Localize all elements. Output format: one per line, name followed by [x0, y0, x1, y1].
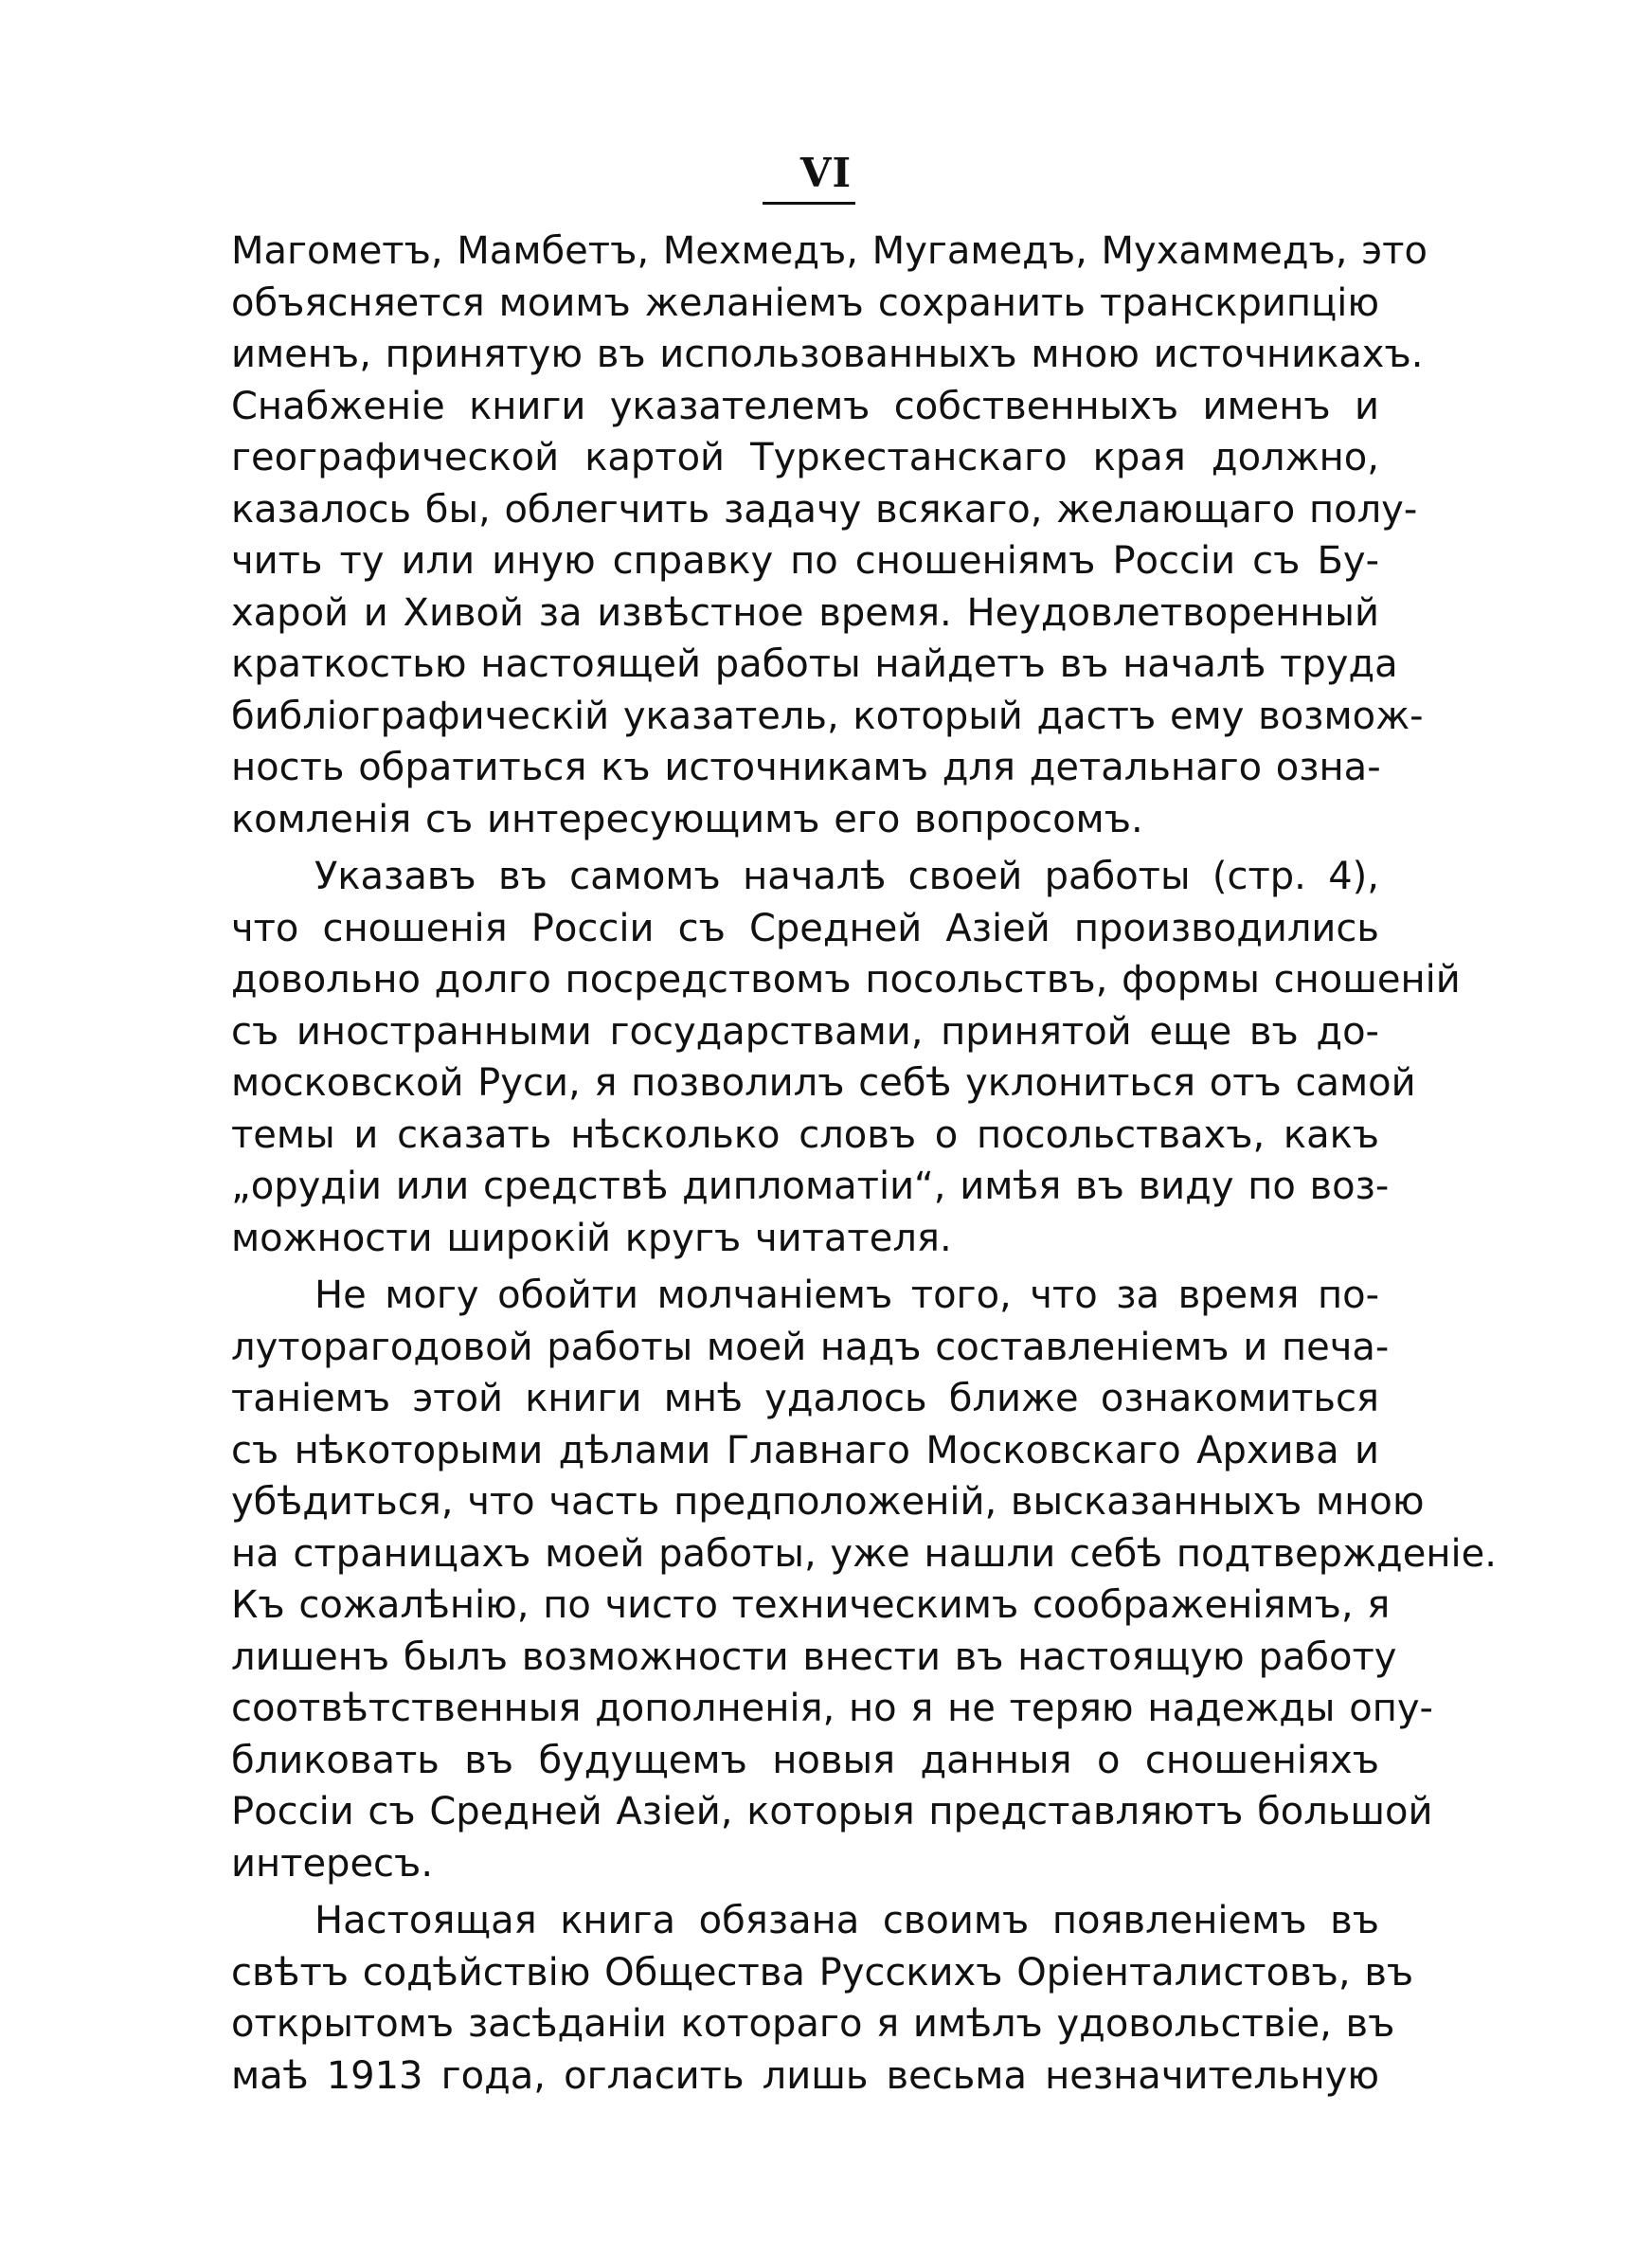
paragraph-1: [231, 226, 1428, 845]
text-line: лишенъ былъ возможности внести въ настоящую работу: [231, 1634, 1397, 1679]
text-line: Снабженiе книги указателемъ собственныхъ именъ и: [231, 384, 1379, 428]
text-line: чить ту или иную справку по сношенiямъ Россiи съ Бу-: [231, 539, 1379, 583]
text-line: маѣ 1913 года, огласить лишь весьма незначительную: [231, 2053, 1379, 2098]
text-line: краткостью настоящей работы найдетъ въ началѣ труда: [231, 642, 1398, 686]
text-line: бликовать въ будущемъ новыя данныя о сношенiяхъ: [231, 1738, 1379, 1782]
text-line: можности широкiй кругъ читателя.: [231, 1216, 952, 1260]
paragraph-2: [231, 851, 1461, 1264]
text-line: библiографическiй указатель, который дастъ ему возмож-: [231, 694, 1424, 738]
text-line: убѣдиться, что часть предположенiй, высказанныхъ мною: [231, 1480, 1425, 1524]
text-line: харой и Хивой за извѣстное время. Неудовлетворенный: [231, 590, 1379, 635]
text-line: Россiи съ Средней Азiей, которыя представляютъ большой: [231, 1790, 1433, 1833]
text-line: довольно долго посредствомъ посольствъ, формы сношенiй: [231, 958, 1461, 1002]
text-line: интересъ.: [231, 1841, 434, 1886]
text-line: темы и сказать нѣсколько словъ о посольствахъ, какъ: [231, 1112, 1379, 1157]
text-line: луторагодовой работы моей надъ составленiемъ и печа-: [231, 1325, 1390, 1369]
text-line: географической картой Туркестанскаго края должно,: [231, 436, 1379, 479]
text-line: Магометъ, Мамбетъ, Мехмедъ, Мугамедъ, Мухаммедъ, это: [231, 229, 1428, 273]
body-text: [231, 226, 1497, 2102]
text-line: на страницахъ моей работы, уже нашли себѣ подтвержденiе.: [231, 1531, 1497, 1576]
text-line: Указавъ въ самомъ началѣ своей работы (стр. 4),: [314, 855, 1379, 898]
text-line: Настоящая книга обязана своимъ появленiемъ въ: [314, 1899, 1379, 1942]
text-line: Къ сожалѣнiю, по чисто техническимъ соображенiямъ, я: [231, 1583, 1391, 1627]
text-line: соотвѣтственныя дополненiя, но я не теряю надежды опу-: [231, 1687, 1433, 1730]
text-line: комленiя съ интересующимъ его вопросомъ.: [231, 797, 1143, 841]
text-line: свѣтъ содѣйствiю Общества Русскихъ Орiенталистовъ, въ: [231, 1950, 1414, 1995]
text-line: Не могу обойти молчанiемъ того, что за время по-: [314, 1273, 1379, 1317]
text-line: танiемъ этой книги мнѣ удалось ближе ознакомиться: [231, 1377, 1379, 1420]
text-line: что сношенiя Россiи съ Средней Азiей производились: [231, 906, 1379, 950]
text-line: казалось бы, облегчить задачу всякаго, желающаго полу-: [231, 487, 1418, 532]
paragraph-4: [231, 1895, 1414, 2102]
page-number-rule: [763, 202, 855, 205]
text-line: „орудiи или средствѣ дипломатiи“, имѣя въ виду по воз-: [231, 1165, 1390, 1208]
text-line: открытомъ засѣданiи котораго я имѣлъ удовольствiе, въ: [231, 2002, 1395, 2046]
text-line: именъ, принятую въ использованныхъ мною источникахъ.: [231, 333, 1424, 376]
text-line: московской Руси, я позволилъ себѣ уклониться отъ самой: [231, 1061, 1416, 1105]
paragraph-3: [231, 1270, 1497, 1889]
text-line: съ иностранными государствами, принятой еще въ до-: [231, 1009, 1379, 1054]
page-number: VI: [799, 150, 853, 196]
text-line: объясняется моимъ желанiемъ сохранить транскрипцiю: [231, 280, 1379, 325]
text-line: ность обратиться къ источникамъ для детальнаго озна-: [231, 746, 1381, 789]
text-line: съ нѣкоторыми дѣлами Главнаго Московскаго Архива и: [231, 1428, 1379, 1472]
